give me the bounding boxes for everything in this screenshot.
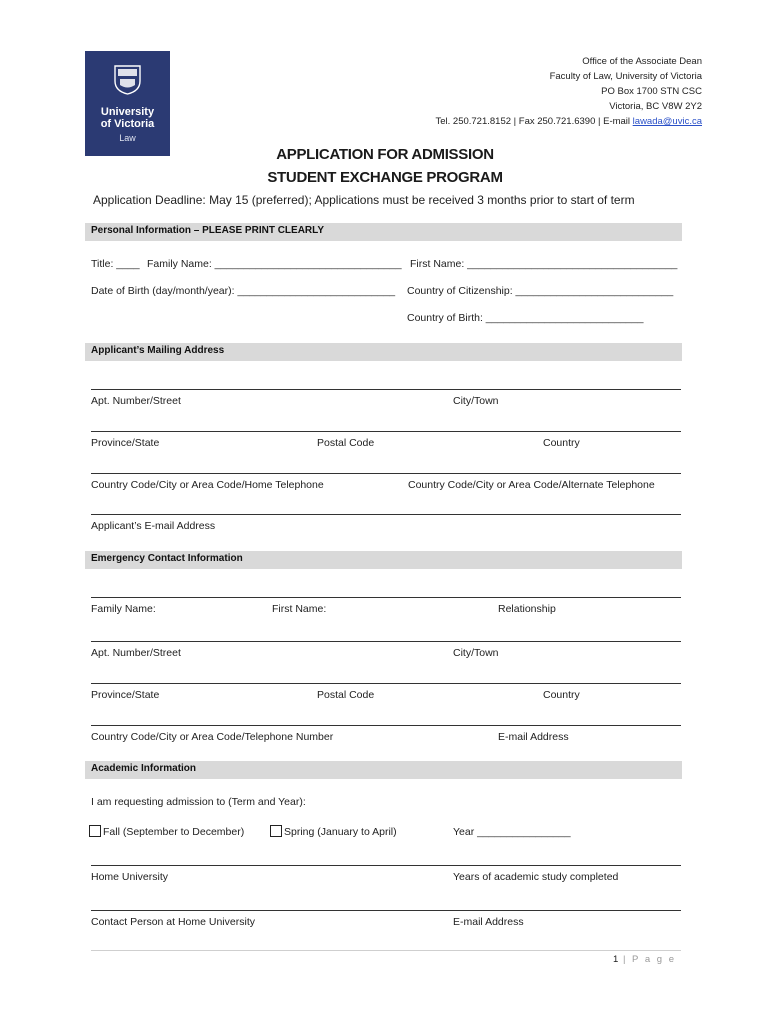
postal-label: Postal Code [317,437,375,449]
title-field[interactable]: Title: ____ [91,258,140,270]
page-number [613,954,676,965]
emergency-city-label: City/Town [453,647,499,659]
contact-person-input-line[interactable] [91,910,681,911]
office-line4: Victoria, BC V8W 2Y2 [609,101,702,112]
section-academic-header [85,761,682,779]
logo-line1: University [100,106,155,118]
emergency-postal-label: Postal Code [317,689,375,701]
emergency-apt-input-line[interactable] [91,641,681,642]
relationship-label: Relationship [498,603,556,615]
requesting-text: I am requesting admission to (Term and Year): [91,796,306,808]
emergency-apt-label: Apt. Number/Street [91,647,181,659]
emergency-first-name-label: First Name: [272,603,327,615]
email-input-line[interactable] [91,514,681,515]
section-title: Emergency Contact Information [91,553,243,564]
apt-street-input-line[interactable] [91,389,681,390]
section-title: Academic Information [91,763,197,774]
alt-phone-label: Country Code/City or Area Code/Alternate Telephone [408,479,655,491]
home-univ-input-line[interactable] [91,865,681,866]
citizenship-field[interactable]: Country of Citizenship: ___________________________ [407,285,674,297]
form-title: APPLICATION FOR ADMISSION [276,146,494,163]
years-study-label: Years of academic study completed [453,871,619,883]
province-input-line[interactable] [91,431,681,432]
logo-line2: of Victoria [100,118,155,130]
emergency-phone-label: Country Code/City or Area Code/Telephone Number [91,731,334,743]
contact-text: Tel. 250.721.8152 | Fax 250.721.6390 | E-mail [435,116,633,127]
emergency-province-input-line[interactable] [91,683,681,684]
spring-checkbox[interactable] [270,825,282,837]
section-personal-header [85,223,682,241]
office-line3: PO Box 1700 STN CSC [601,86,702,97]
logo-line3: Law [119,133,136,143]
emergency-phone-input-line[interactable] [91,725,681,726]
university-logo [85,51,170,156]
deadline-text: Application Deadline: May 15 (preferred); Applications must be received 3 months prior to start of term [93,193,635,207]
phone-input-line[interactable] [91,473,681,474]
fall-checkbox[interactable] [89,825,101,837]
family-name-field[interactable]: Family Name: ________________________________ [147,258,402,270]
home-phone-label: Country Code/City or Area Code/Home Telephone [91,479,324,491]
contact-person-label: Contact Person at Home University [91,916,255,928]
footer-rule [91,950,681,951]
page-label: | P a g e [618,954,676,965]
fall-label: Fall (September to December) [103,826,245,838]
contact-email-label: E-mail Address [453,916,524,928]
birth-country-field[interactable]: Country of Birth: ___________________________ [407,312,644,324]
section-title: Applicant’s Mailing Address [91,345,225,356]
email-link[interactable]: lawada@uvic.ca [632,116,702,127]
emergency-email-label: E-mail Address [498,731,569,743]
dob-field[interactable]: Date of Birth (day/month/year): ___________________________ [91,285,396,297]
section-mailing-header [85,343,682,361]
form-subtitle: STUDENT EXCHANGE PROGRAM [267,169,503,186]
country-label: Country [543,437,580,449]
home-univ-label: Home University [91,871,169,883]
section-title: Personal Information – PLEASE PRINT CLEARLY [91,225,325,236]
emergency-country-label: Country [543,689,580,701]
office-contact [435,116,702,127]
apt-street-label: Apt. Number/Street [91,395,181,407]
city-label: City/Town [453,395,499,407]
office-line1: Office of the Associate Dean [582,56,702,67]
emergency-family-name-label: Family Name: [91,603,156,615]
office-line2: Faculty of Law, University of Victoria [549,71,702,82]
section-emergency-header [85,551,682,569]
page-num: 1 [613,954,619,965]
crest-icon [114,65,141,95]
applicant-email-label: Applicant’s E-mail Address [91,520,216,532]
emergency-province-label: Province/State [91,689,160,701]
province-label: Province/State [91,437,160,449]
emergency-name-input-line[interactable] [91,597,681,598]
first-name-field[interactable]: First Name: ____________________________________ [410,258,678,270]
spring-label: Spring (January to April) [284,826,397,838]
year-field[interactable]: Year ________________ [453,826,571,838]
